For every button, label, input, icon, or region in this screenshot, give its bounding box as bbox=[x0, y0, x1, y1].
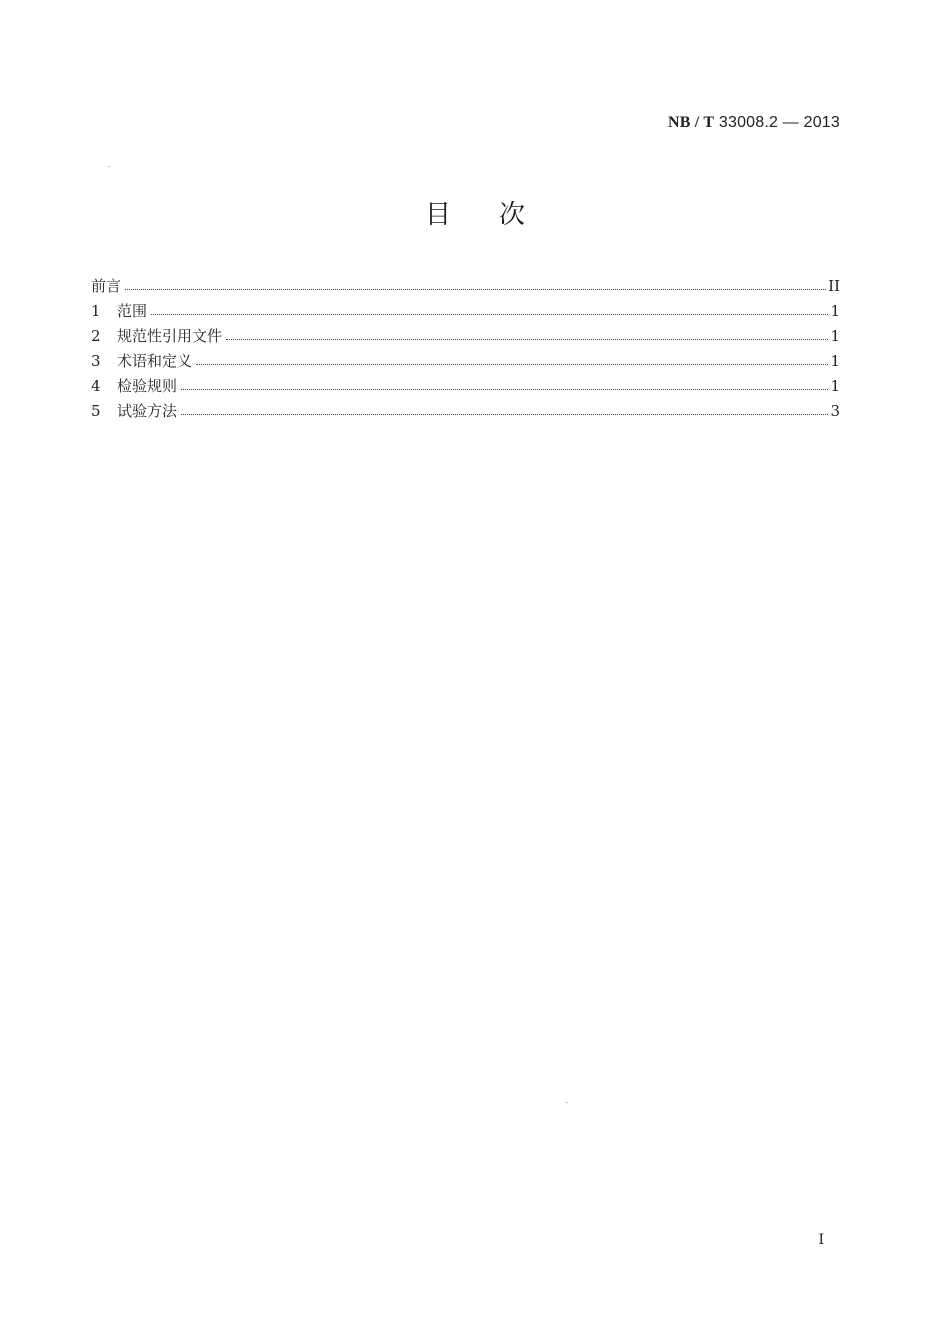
toc-leader-dots bbox=[196, 364, 828, 365]
toc-item-label: 前言 bbox=[91, 277, 122, 295]
toc-item-page: 1 bbox=[830, 377, 840, 395]
toc-item-page: II bbox=[828, 277, 840, 295]
toc-leader-dots bbox=[181, 389, 828, 390]
toc-item-label: 规范性引用文件 bbox=[117, 327, 223, 345]
page-number: I bbox=[818, 1232, 824, 1248]
toc-leader-dots bbox=[226, 339, 828, 340]
toc-leader-dots bbox=[151, 314, 828, 315]
toc-leader-dots bbox=[181, 414, 828, 415]
table-of-contents bbox=[91, 275, 840, 425]
toc-item-label: 试验方法 bbox=[117, 402, 178, 420]
toc-item-number: 1 bbox=[91, 302, 101, 320]
toc-item-scope[interactable] bbox=[91, 300, 840, 325]
toc-item-foreword[interactable] bbox=[91, 275, 840, 300]
toc-item-number: 2 bbox=[91, 327, 101, 345]
toc-item-inspection-rules[interactable] bbox=[91, 375, 840, 400]
toc-item-page: 1 bbox=[830, 302, 840, 320]
toc-item-number: 5 bbox=[91, 402, 101, 420]
scan-speck bbox=[566, 1102, 568, 1103]
toc-item-page: 1 bbox=[830, 352, 840, 370]
standard-number: 33008.2 — 2013 bbox=[718, 114, 840, 131]
toc-item-terms-definitions[interactable] bbox=[91, 350, 840, 375]
standard-prefix: NB / T bbox=[667, 114, 715, 131]
page-title: 目次 bbox=[424, 200, 573, 230]
toc-item-number: 4 bbox=[91, 377, 101, 395]
toc-leader-dots bbox=[125, 289, 826, 290]
toc-item-page: 1 bbox=[830, 327, 840, 345]
toc-item-label: 术语和定义 bbox=[117, 352, 193, 370]
toc-item-page: 3 bbox=[830, 402, 840, 420]
toc-item-normative-references[interactable] bbox=[91, 325, 840, 350]
toc-item-number: 3 bbox=[91, 352, 101, 370]
toc-item-label: 范围 bbox=[117, 302, 148, 320]
toc-item-test-methods[interactable] bbox=[91, 400, 840, 425]
toc-item-label: 检验规则 bbox=[117, 377, 178, 395]
standard-number-header bbox=[668, 114, 840, 132]
scan-speck bbox=[108, 166, 110, 167]
